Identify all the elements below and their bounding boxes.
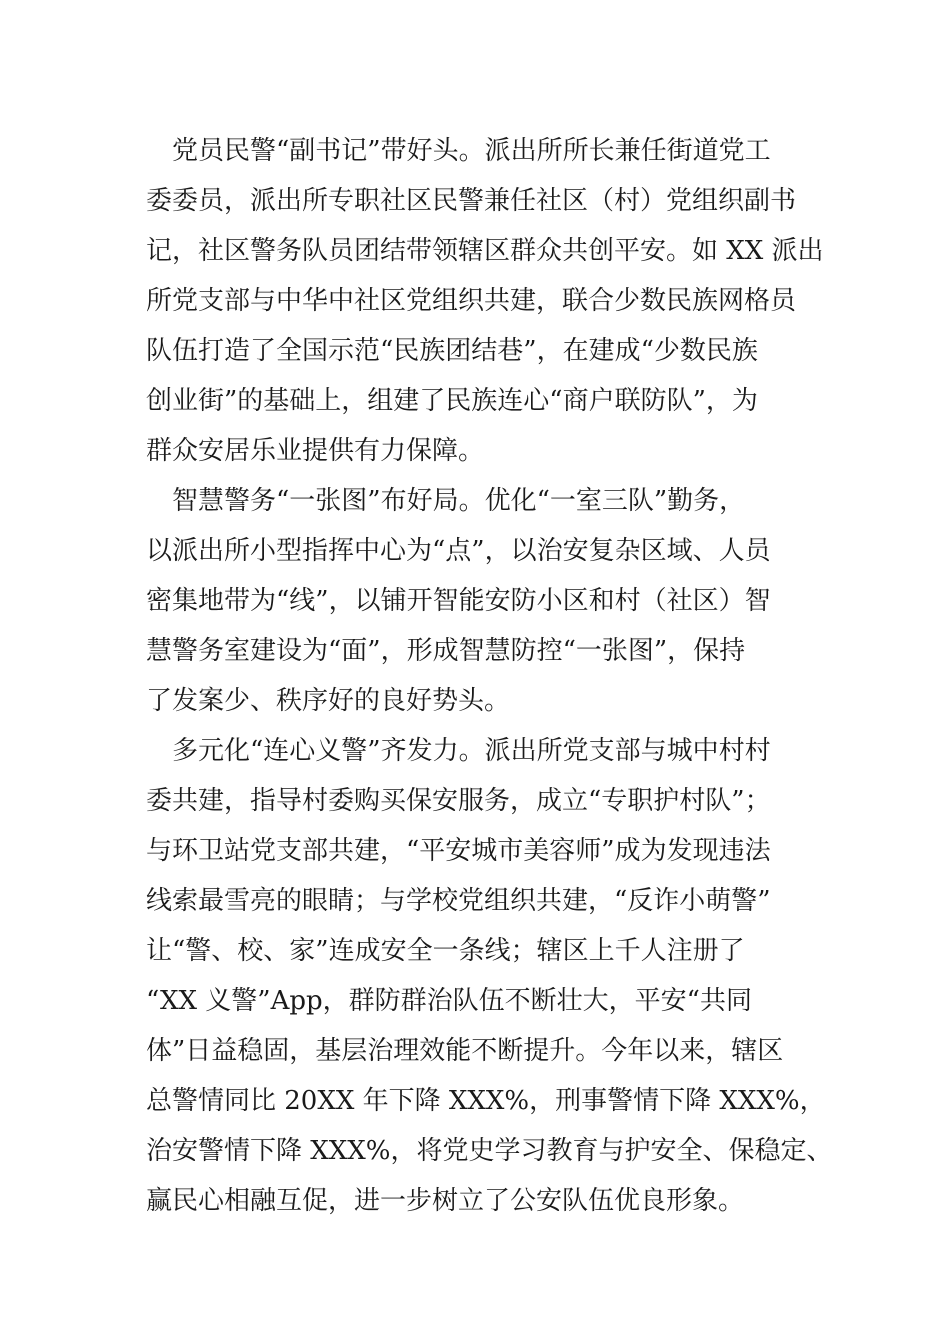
text-line: 委共建，指导村委购买保安服务，成立“专职护村队”；: [146, 786, 771, 816]
text-line: 体”日益稳固，基层治理效能不断提升。今年以来，辖区: [146, 1036, 784, 1066]
text-line: 创业街”的基础上，组建了民族连心“商户联防队”，为: [146, 386, 758, 416]
text-line: 党员民警“副书记”带好头。派出所所长兼任街道党工: [146, 136, 771, 166]
text-line: 治安警情下降 XXX%，将党史学习教育与护安全、保稳定、: [146, 1136, 833, 1166]
text-line: 智慧警务“一张图”布好局。优化“一室三队”勤务，: [146, 486, 746, 516]
text-line: 多元化“连心义警”齐发力。派出所党支部与城中村村: [146, 736, 771, 766]
text-line: “XX 义警”App，群防群治队伍不断壮大，平安“共同: [146, 986, 752, 1016]
text-line: 队伍打造了全国示范“民族团结巷”，在建成“少数民族: [146, 336, 758, 366]
text-line: 了发案少、秩序好的良好势头。: [146, 686, 511, 716]
text-line: 所党支部与中华中社区党组织共建，联合少数民族网格员: [146, 286, 797, 316]
text-line: 与环卫站党支部共建，“平安城市美容师”成为发现违法: [146, 836, 771, 866]
text-line: 群众安居乐业提供有力保障。: [146, 436, 485, 466]
text-line: 密集地带为“线”，以铺开智能安防小区和村（社区）智: [146, 586, 771, 616]
text-line: 赢民心相融互促，进一步树立了公安队伍优良形象。: [146, 1186, 745, 1216]
text-line: 记，社区警务队员团结带领辖区群众共创平安。如 XX 派出: [146, 236, 824, 266]
text-line: 线索最雪亮的眼睛；与学校党组织共建，“反诈小萌警”: [146, 886, 771, 916]
text-line: 委委员，派出所专职社区民警兼任社区（村）党组织副书: [146, 186, 797, 216]
text-line: 让“警、校、家”连成安全一条线；辖区上千人注册了: [146, 936, 745, 966]
text-line: 总警情同比 20XX 年下降 XXX%，刑事警情下降 XXX%，: [146, 1086, 826, 1116]
text-line: 慧警务室建设为“面”，形成智慧防控“一张图”，保持: [146, 636, 746, 666]
text-line: 以派出所小型指挥中心为“点”，以治安复杂区域、人员: [146, 536, 771, 566]
